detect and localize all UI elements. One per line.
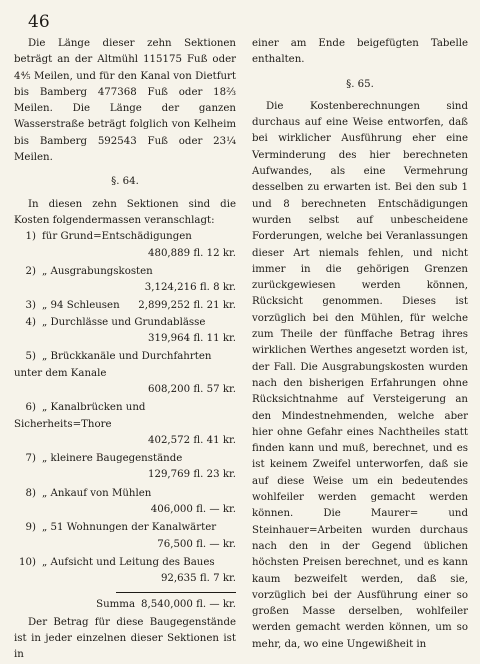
- sum-label: Summa: [96, 598, 136, 610]
- item-number: 4): [25, 316, 36, 328]
- section-heading-65: §. 65.: [346, 78, 374, 90]
- item-amount: 2,899,252 fl. 21 kr.: [138, 300, 236, 312]
- item-number: 3): [25, 300, 36, 312]
- item-amount: 76,500 fl. — kr.: [157, 538, 236, 550]
- cost-item: [14, 486, 236, 519]
- item-text: „ Brückkanäle und Durchfahrten unter dem Kanale: [14, 351, 212, 379]
- sum-rule: [116, 592, 236, 593]
- item-amount: 319,964 fl. 11 kr.: [147, 333, 236, 345]
- table-reference-paragraph: einer am Ende beigefügten Tabelle enthalten.: [252, 38, 468, 66]
- item-text: „ kleinere Baugegenstände: [42, 453, 183, 465]
- item-amount: 402,572 fl. 41 kr.: [147, 434, 236, 446]
- cost-item: [14, 298, 236, 314]
- section-heading-64: §. 64.: [111, 176, 139, 188]
- right-column: [252, 36, 468, 653]
- item-number: 9): [25, 522, 36, 534]
- item-amount: 406,000 fl. — kr.: [150, 504, 236, 516]
- sum-amount: 8,540,000 fl. — kr.: [141, 598, 236, 610]
- cost-intro-paragraph: In diesen zehn Sektionen sind die Kosten folgendermassen veranschlagt:: [14, 198, 236, 226]
- item-text: „ Durchlässe und Grundablässe: [42, 316, 206, 328]
- cost-item: [14, 400, 236, 449]
- item-text: „ Kanalbrücken und Sicherheits=Thore: [14, 402, 146, 430]
- item-amount: 3,124,216 fl. 8 kr.: [144, 282, 236, 294]
- cost-item: [14, 315, 236, 348]
- cost-estimate-paragraph: Die Kostenberechnungen sind durchaus auf eine Weise entworfen, daß bei wirklicher Ausführung eher eine Verminderung des hier berechneten Aufwandes, als eine Vermehrung desselben zu erwarten ist. Bei den sub 1 und 8 berechneten Entschädigungen wurden selbst auf unbescheidene Forderungen, welche bei Veranlassungen dieser Art niemals fehlen, und nicht immer in die gehörigen Grenzen zurückgewiesen werden können, Rücksicht genommen. Dieses ist vorzüglich bei den Mühlen, für welche zum Theile der fünffache Betrag ihres wirklichen Werthes angesetzt worden ist, der Fall. Die Ausgrabungskosten wurden nach den bisherigen Erfahrungen ohne Rücksichtnahme auf Versteigerung an den Mindestnehmenden, welche aber hier ohne Gefahr eines Nachtheiles statt finden kann und muß, berechnet, und es ist keinem Zweifel unterworfen, daß sie auf diese Weise um ein bedeutendes wohlfeiler werden gemacht werden können. Die Maurer= und Steinhauer=Arbeiten wurden durchaus nach den in der Gegend üblichen höchsten Preisen berechnet, und es kann kaum bezweifelt werden, daß sie, vorzüglich bei der Ausführung einer so großen Masse derselben, wohlfeiler werden gemacht werden können, um so mehr, da, wo eine Ungewißheit in: [252, 100, 468, 650]
- cost-item: [14, 555, 236, 588]
- left-column: [14, 36, 236, 664]
- cost-item: [14, 229, 236, 262]
- item-number: 5): [25, 351, 36, 363]
- item-text: „ Ausgrabungskosten: [42, 265, 153, 277]
- item-text: „ 51 Wohnungen der Kanalwärter: [42, 522, 217, 534]
- item-amount: 129,769 fl. 23 kr.: [147, 469, 236, 481]
- item-number: 7): [25, 453, 36, 465]
- cost-item: [14, 264, 236, 297]
- closing-paragraph: Der Betrag für diese Baugegenstände ist in jeder einzelnen dieser Sektionen ist in: [14, 616, 236, 661]
- item-amount: 480,889 fl. 12 kr.: [147, 247, 236, 259]
- item-number: 1): [25, 231, 36, 243]
- item-text: für Grund=Entschädigungen: [42, 231, 192, 243]
- item-number: 6): [25, 402, 36, 414]
- page-number: 46: [28, 12, 50, 32]
- cost-item: [14, 349, 236, 398]
- item-amount: 608,200 fl. 57 kr.: [147, 383, 236, 395]
- length-paragraph: Die Länge dieser zehn Sektionen beträgt an der Altmühl 115175 Fuß oder 4⅘ Meilen, und für den Kanal von Dietfurt bis Bamberg 477368 Fuß oder 18⅔ Meilen. Die Länge der ganzen Wasserstraße beträgt folglich von Kelheim bis Bamberg 592543 Fuß oder 23¼ Meilen.: [14, 38, 236, 164]
- item-number: 10): [19, 556, 36, 568]
- item-number: 2): [25, 265, 36, 277]
- item-text: „ Ankauf von Mühlen: [42, 487, 152, 499]
- item-amount: 92,635 fl. 7 kr.: [160, 573, 236, 585]
- cost-item: [14, 451, 236, 484]
- item-text: „ Aufsicht und Leitung des Baues: [42, 556, 215, 568]
- item-text: „ 94 Schleusen: [42, 300, 120, 312]
- sum-line: [14, 597, 236, 613]
- item-number: 8): [25, 487, 36, 499]
- cost-item: [14, 520, 236, 553]
- cost-list: [14, 229, 236, 587]
